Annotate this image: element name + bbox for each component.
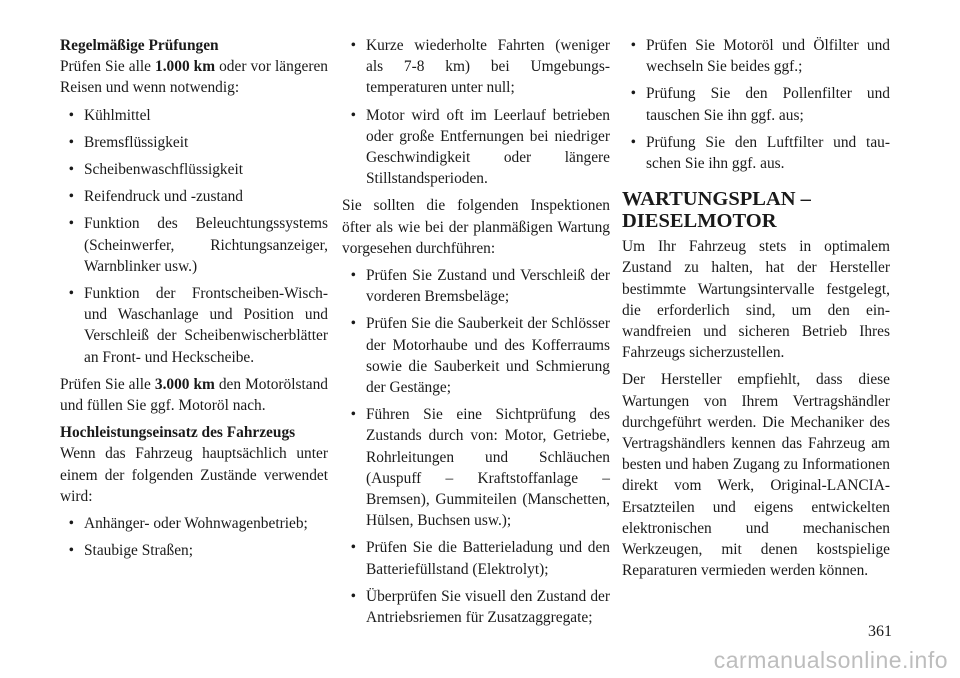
- inspection-list-continued: [622, 35, 890, 174]
- check-list: [60, 105, 328, 368]
- paragraph-inspections-intro: Sie sollten die folgenden Inspektionen öfter als wie bei der planmäßigen Wartung vorgesehen durchführen:: [342, 197, 610, 257]
- list-item: • Prüfung Sie den Pollenfilter und tauschen Sie ihn ggf. aus;: [622, 83, 890, 125]
- list-item: • Funktion des Beleuchtungssystems (Scheinwerfer, Richtungsanzeiger, Warnblinker usw.): [60, 213, 328, 277]
- list-item: • Staubige Straßen;: [60, 540, 328, 561]
- paragraph-heavy-use-intro: Wenn das Fahrzeug hauptsächlich unter einem der folgenden Zustände verwendet wird:: [60, 445, 328, 505]
- list-item: • Funktion der Frontscheiben-Wisch- und Waschanlage und Position und Verschleiß der Scheibenwischerblätter an Front- und Heckscheibe.: [60, 283, 328, 368]
- section-title-maintenance-plan: WARTUNGSPLAN – DIESELMOTOR: [622, 188, 811, 233]
- paragraph-3000km: [60, 374, 328, 416]
- list-item: • Reifendruck und -zustand: [60, 186, 328, 207]
- watermark: carmanualsonline.info: [713, 647, 948, 673]
- list-item: • Anhänger- oder Wohnwagenbetrieb;: [60, 513, 328, 534]
- section-heading-regular-checks: Regelmäßige Prüfungen: [60, 37, 219, 54]
- condition-list: [60, 513, 328, 561]
- mileage-emphasis: 1.000 km: [155, 58, 216, 76]
- condition-list-continued: [342, 35, 610, 189]
- list-item: • Führen Sie eine Sichtprüfung des Zustands durch von: Motor, Getriebe, Rohrleitungen und Schläuchen (Auspuff – Kraftstoffanlage – Bremsen), Gummiteilen (Manschetten, Hülsen, Buchsen usw.);: [342, 404, 610, 531]
- list-item: • Prüfen Sie die Sauberkeit der Schlösser der Motorhaube und des Kofferraums sowie die Sauberkeit und Schmierung der Gestänge;: [342, 313, 610, 398]
- inspection-list: [342, 265, 610, 628]
- column-middle: [342, 35, 610, 634]
- paragraph-maintenance-intro: Um Ihr Fahrzeug stets in optimalem Zustand zu halten, hat der Hersteller bestimmte Wartungsintervalle festgelegt, die erforderlich sind, um den einwandfreien und sicheren Betrieb Ihres Fahrzeugs sicherzustellen.: [622, 238, 890, 362]
- list-item: • Prüfen Sie Zustand und Verschleiß der vorderen Bremsbeläge;: [342, 265, 610, 307]
- list-item: • Überprüfen Sie visuell den Zustand der Antriebsriemen für Zusatzaggregate;: [342, 586, 610, 628]
- list-item: • Prüfen Sie die Batterieladung und den Batteriefüllstand (Elektrolyt);: [342, 537, 610, 579]
- page-number: 361: [868, 623, 892, 640]
- paragraph-text: den Motorölstand und füllen Sie ggf. Motoröl nach.: [60, 375, 328, 415]
- mileage-emphasis: 3.000 km: [154, 375, 215, 393]
- list-item: • Prüfung Sie den Luftfilter und tauschen Sie ihn ggf. aus.: [622, 132, 890, 174]
- list-item: • Kühlmittel: [60, 105, 328, 126]
- list-item: • Kurze wiederholte Fahrten (weniger als 7-8 km) bei Umgebungstemperaturen unter null;: [342, 35, 610, 99]
- paragraph-text: oder vor längeren Reisen und wenn notwendig:: [60, 58, 328, 97]
- list-item: • Scheibenwaschflüssigkeit: [60, 159, 328, 180]
- paragraph-dealer-recommendation: Der Hersteller empfiehlt, dass diese Wartungen von Ihrem Vertragshändler durchgeführt werden. Die Mechaniker des Vertragshändlers kennen das Fahrzeug am besten und haben Zugang zu Informationen direkt vom Werk, Original-LANCIA-Ersatzteilen und eigens entwickelten elektronischen und mechanischen Werkzeugen, mit denen kostspielige Reparaturen vermieden werden können.: [622, 371, 890, 580]
- paragraph-1000km: [60, 56, 328, 98]
- section-heading-heavy-use: Hochleistungseinsatz des Fahrzeugs: [60, 424, 296, 442]
- list-item: • Bremsflüssigkeit: [60, 132, 328, 153]
- paragraph-text: Prüfen Sie alle: [60, 58, 156, 76]
- column-right: [622, 35, 890, 587]
- column-left: [60, 35, 328, 567]
- list-item: • Motor wird oft im Leerlauf betrieben oder große Entfernungen bei niedriger Geschwindigkeit oder längere Stillstandsperioden.: [342, 105, 610, 190]
- list-item: • Prüfen Sie Motoröl und Ölfilter und wechseln Sie beides ggf.;: [622, 35, 890, 77]
- paragraph-text: Prüfen Sie alle: [60, 375, 155, 393]
